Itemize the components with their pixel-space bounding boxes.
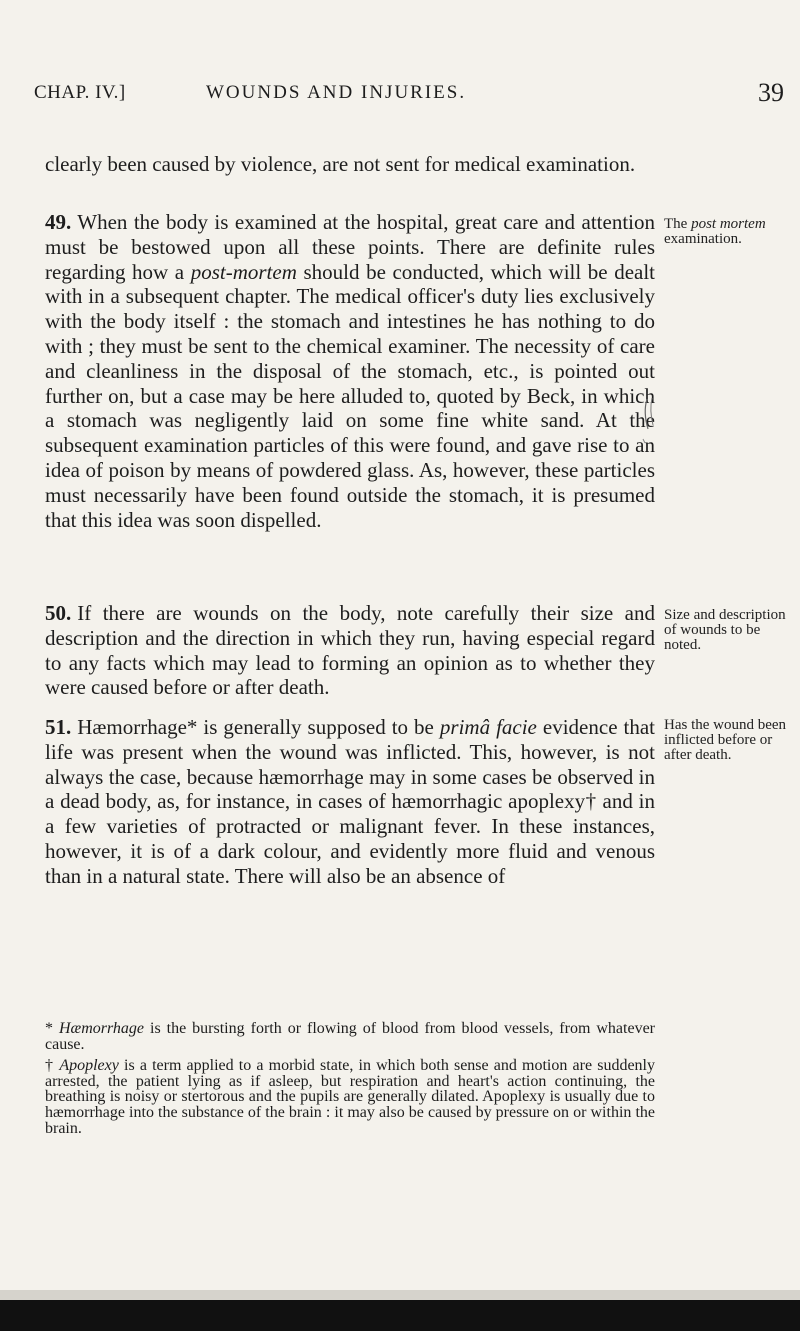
paragraph-50 (45, 601, 655, 700)
scan-edge (0, 1290, 800, 1300)
scan-border (0, 1300, 800, 1331)
page-number: 39 (758, 78, 784, 107)
paragraph-49 (45, 210, 655, 532)
margin-note-50: Size and description of wounds to be noted. (664, 607, 786, 653)
paragraph-51 (45, 715, 655, 889)
intro-text: clearly been caused by violence, are not sent for medical examination. (45, 152, 636, 176)
pencil-mark-icon (641, 395, 661, 445)
footnote: * Hæmorrhage is the bursting forth or flowing of blood from blood vessels, from whatever cause. (45, 1020, 656, 1053)
running-title: WOUNDS AND INJURIES. (206, 82, 467, 103)
paragraph-text: should be conducted, which will be dealt with in a subsequent chapter. The medical officer's duty lies exclusively with the body itself : the stomach and intestines he has nothing to do with ; they must be sent to the chemical examiner. The necessity of care and cleanliness in the disposal of the stomach, etc., is pointed out further on, but a case may be here alluded to, quoted by Beck, in which a stomach was negligently laid on some fine white sand. At the subsequent examination particles of this were found, and gave rise to an idea of poison by means of powdered glass. As, however, these particles must necessarily have been found outside the stomach, it is presumed that this idea was soon dispelled. (45, 259, 655, 532)
paragraph-italic: post-mortem (190, 259, 297, 284)
intro-paragraph (45, 152, 655, 177)
footnotes (45, 1021, 655, 1142)
paragraph-text: Hæmorrhage* is generally supposed to be (77, 715, 440, 739)
paragraph-number: 49. (45, 210, 72, 234)
margin-note-49: The post mortem examination. (664, 216, 766, 247)
running-header (34, 78, 784, 112)
margin-note-51: Has the wound been inflicted before or after death. (664, 717, 787, 763)
paragraph-text: If there are wounds on the body, note carefully their size and description and the direction in which they run, having especial regard to any facts which may lead to forming an opinion as to whether they were caused before or after death. (45, 601, 655, 700)
paragraph-italic: primâ facie (439, 715, 537, 739)
margin-note-italic: post mortem (691, 216, 766, 232)
paragraph-text: When the body is examined at the hospital, great care and attention must be bestowed upon all these points. There are definite rules regarding how a (45, 210, 655, 284)
paragraph-text: evidence that life was present when the wound was inflicted. This, however, is not always the case, because hæmorrhage may in some cases be observed in a dead body, as, for instance, in cases of hæmorrhagic apoplexy† and in a few varieties of protracted or malignant fever. In these instances, however, it is of a dark colour, and evidently more fluid and venous than in a natural state. There will also be an absence of (45, 715, 656, 888)
footnote: † Apoplexy is a term applied to a morbid state, in which both sense and motion are suddenly arrested, the patient lying as if asleep, but respiration and heart's action continuing, the breathing is noisy or stertorous and the pupils are generally dilated. Apoplexy is usually due to hæmorrhage into the substance of the brain : it may also be caused by pressure on or within the brain. (45, 1057, 655, 1137)
paragraph-number: 51. (45, 715, 72, 739)
chapter-label: CHAP. IV.] (34, 82, 126, 103)
paragraph-number: 50. (45, 601, 72, 625)
